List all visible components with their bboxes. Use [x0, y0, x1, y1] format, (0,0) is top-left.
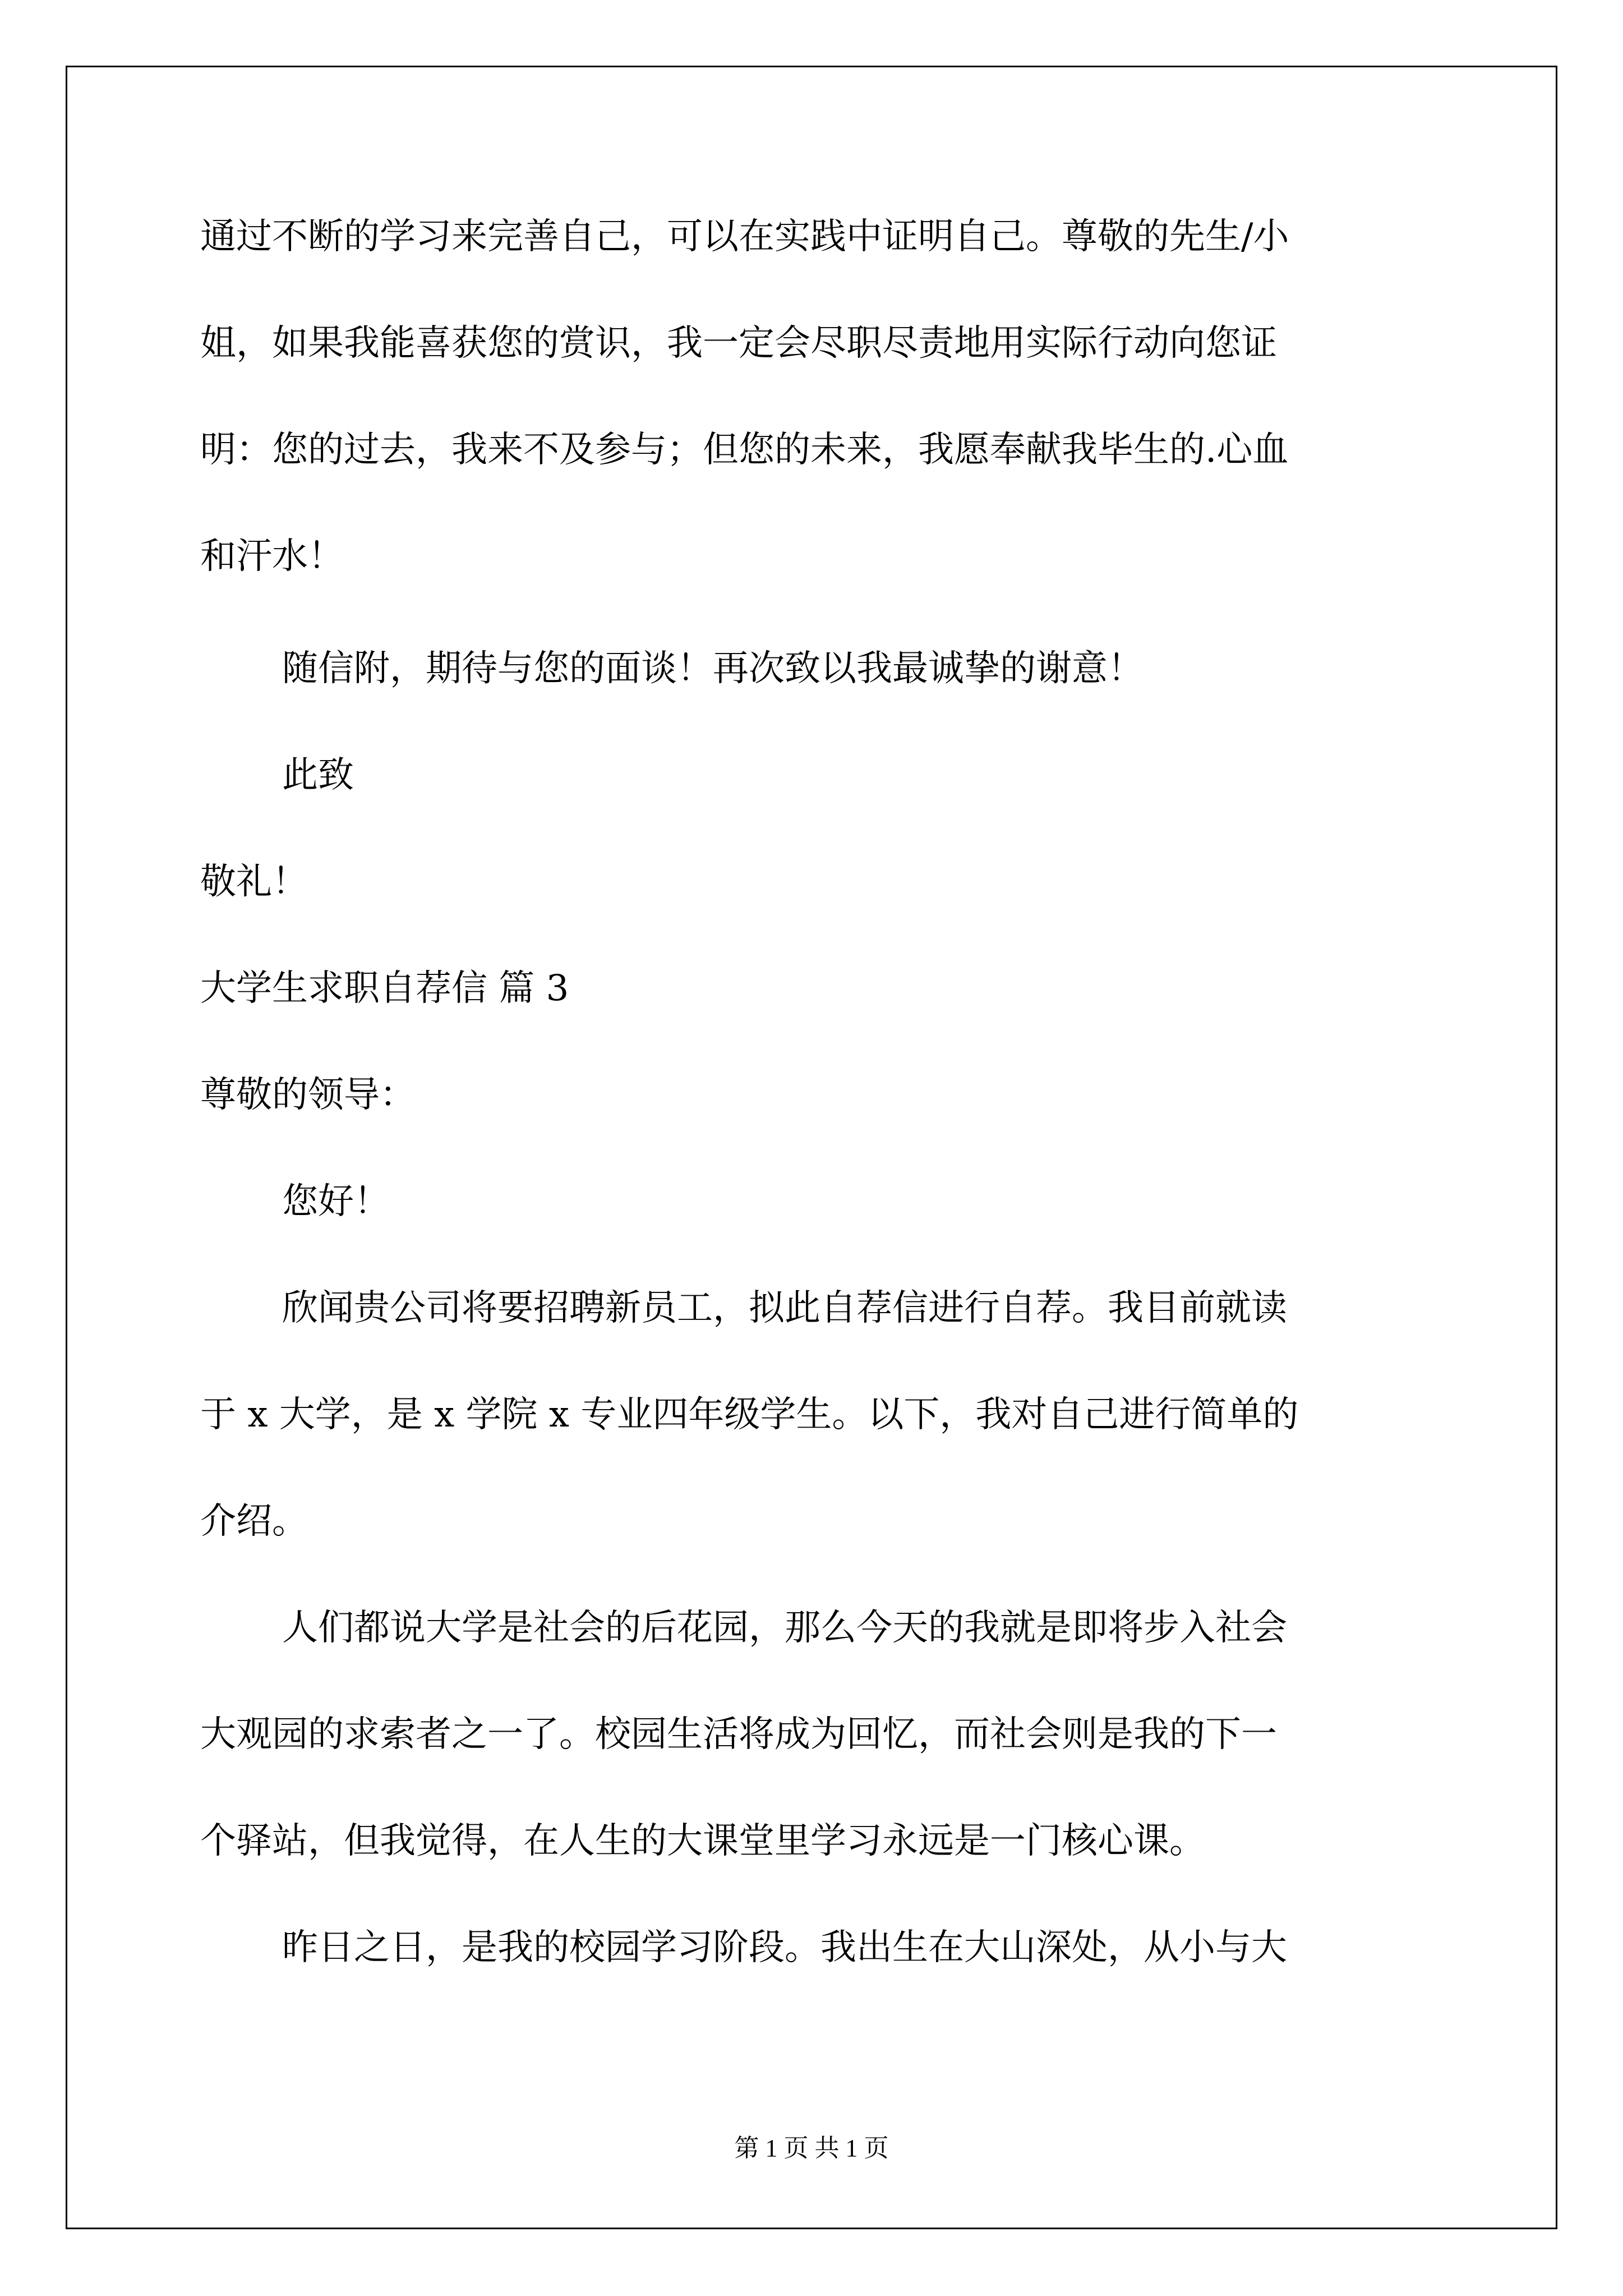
page-border — [66, 66, 1557, 2229]
closing-regards: 敬礼！ — [200, 861, 308, 903]
text-line: 个驿站，但我觉得，在人生的大课堂里学习永远是一门核心课。 — [200, 1820, 1205, 1862]
page-number: 第 1 页 共 1 页 — [734, 2134, 889, 2162]
section-heading: 大学生求职自荐信 篇 3 — [200, 968, 569, 1009]
text-line: 欣闻贵公司将要招聘新员工，拟此自荐信进行自荐。我目前就读 — [282, 1287, 1287, 1329]
text-line: 介绍。 — [200, 1501, 308, 1542]
text-line: 随信附，期待与您的面谈！再次致以我最诚挚的谢意！ — [282, 648, 1144, 689]
closing-salutation: 此致 — [282, 754, 354, 796]
greeting-hello: 您好！ — [282, 1181, 390, 1222]
text-line: 于 x 大学，是 x 学院 x 专业四年级学生。以下，我对自己进行简单的 — [200, 1394, 1299, 1435]
text-line: 姐，如果我能喜获您的赏识，我一定会尽职尽责地用实际行动向您证 — [200, 323, 1277, 364]
text-line: 明：您的过去，我来不及参与；但您的未来，我愿奉献我毕生的.心血 — [200, 429, 1289, 471]
text-line: 昨日之日，是我的校园学习阶段。我出生在大山深处，从小与大 — [282, 1927, 1287, 1968]
text-line: 大观园的求索者之一了。校园生活将成为回忆，而社会则是我的下一 — [200, 1714, 1277, 1755]
text-line: 通过不断的学习来完善自己，可以在实践中证明自己。尊敬的先生/小 — [200, 216, 1289, 257]
text-line: 人们都说大学是社会的后花园，那么今天的我就是即将步入社会 — [282, 1607, 1287, 1649]
greeting: 尊敬的领导： — [200, 1074, 416, 1116]
text-line: 和汗水！ — [200, 536, 344, 577]
